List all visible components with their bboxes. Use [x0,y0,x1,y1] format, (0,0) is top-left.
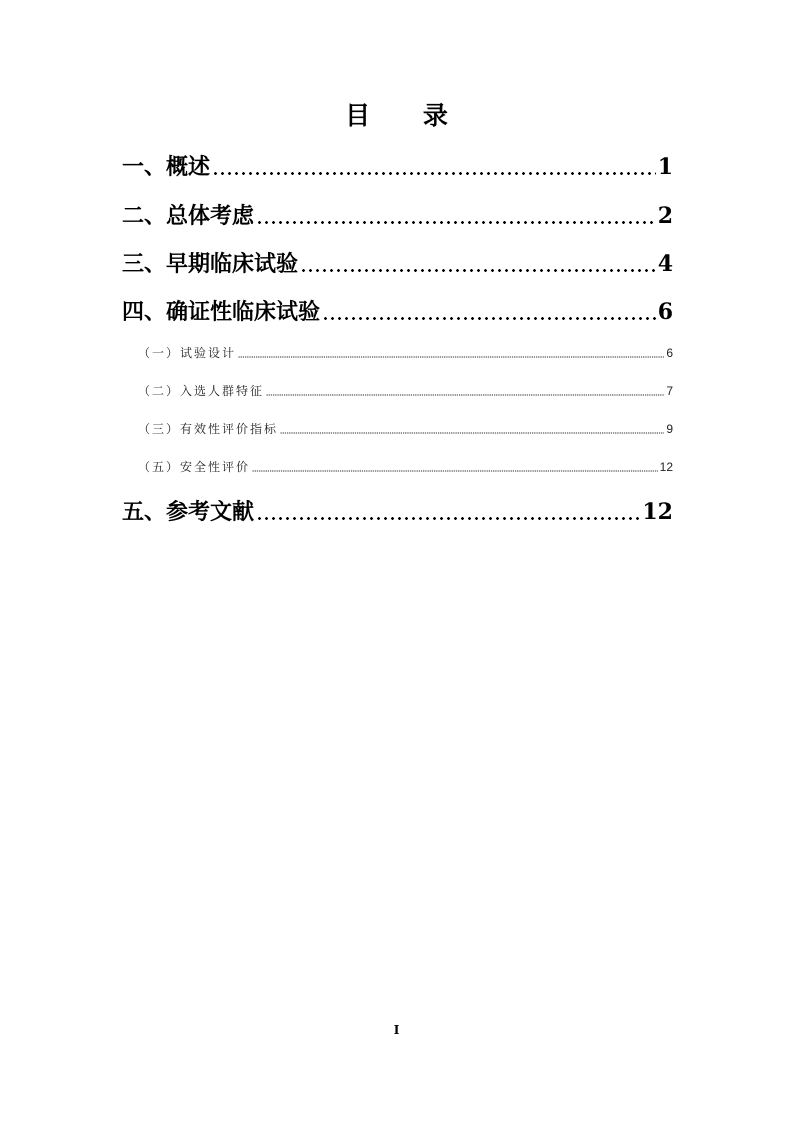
toc-subentry[interactable] [122,343,673,361]
dot-leader [212,153,656,181]
dot-leader [322,298,656,326]
toc-subentry[interactable] [122,419,673,437]
toc-entry-page: 4 [657,251,673,277]
toc-entry-label: 三、早期临床试验 [122,251,299,277]
toc-title: 目 录 [345,101,470,130]
toc-subentry-label: （五）安全性评价 [138,460,251,474]
toc-entry[interactable] [122,198,673,230]
toc-entry-label: 二、总体考虑 [122,203,255,229]
toc-subentry-label: （三）有效性评价指标 [138,422,279,436]
toc-subentry-page: 7 [666,384,673,398]
toc-entry-label: 四、确证性临床试验 [122,299,321,325]
page-number: I [393,1023,400,1037]
dot-leader [256,498,640,526]
dot-leader [266,383,664,399]
toc-entry[interactable] [122,494,673,526]
dot-leader [256,202,656,230]
toc-subentry-page: 9 [666,422,673,436]
dot-leader [300,250,656,278]
toc-entry-page: 2 [657,203,673,229]
dot-leader [238,345,664,361]
toc-subentry-label: （二）入选人群特征 [138,384,265,398]
toc-entry-label: 一、概述 [122,154,211,180]
toc-entry[interactable] [122,149,673,181]
toc-entry[interactable] [122,294,673,326]
toc-subentry-label: （一）试验设计 [138,346,237,360]
dot-leader [252,459,658,475]
toc-subentry-page: 12 [659,460,673,474]
toc-entry-page: 1 [657,154,673,180]
toc-subentry-page: 6 [666,346,673,360]
toc-subentry[interactable] [122,457,673,475]
toc-entry-page: 6 [657,299,673,325]
toc-entry-page: 12 [642,499,673,525]
toc-entry-label: 五、参考文献 [122,499,255,525]
toc-subentry[interactable] [122,381,673,399]
toc-entry[interactable] [122,246,673,278]
dot-leader [280,421,664,437]
